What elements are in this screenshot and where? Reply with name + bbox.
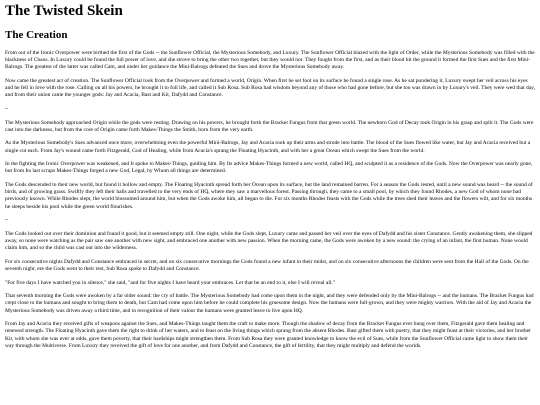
paragraph: The Gods looked out over their dominion and found it good, but it seemed empty still. One night, while the Gods slept, Luxury came and passed her veil over the eyes of Dafydd and his sister Constance. Gently awakening them, she slipped away, so none were watching as the pair saw one another with new sight, and embraced one another with new passion. When the morning came, the Gods were awoken by a new sound: the crying of an infant, the first human. None would claim him, and so the child was cast out into the wilderness. [5, 230, 533, 252]
paragraph: "For five days I have watched you in silence," she said, "and for five nights I have heard your embraces. Let that be an end to it, else I will reveal all." [5, 279, 336, 286]
section-heading: The Creation [5, 29, 68, 41]
page-title: The Twisted Skein [5, 3, 123, 19]
paragraph: The Gods descended to their new world, but found it hollow and empty. The Floating Hyacinth spread forth her Ocean upon its surface, but the land remained barren. For a season the Gods rested, until a new sound was heard -- the sound of birds, and of growing grass. Swiftly they left their halls and travelled to the very ends of HQ, where they saw a marvellous forest. Passing through, they came to a small pool, by which they found Rhodes, a new God of whom none had previously known. While Rhodes slept, the world blossomed around him, but when the Gods awoke him, all began to die. For six months Rhodes feasts with the Gods while the trees shed their leaves and the flowers wilt, and for six months he sleeps beside his pool while the green world flourishes. [5, 181, 533, 210]
section-divider: ~ [5, 106, 8, 112]
paragraph: From Jay and Acacia they received gifts of weapons against the Sues, and Makes-Things taught them the craft to make more. Though the shadow of decay from the Bracket Fungus ever hung over them, Fitzgerald gave them healing and renewed strength. The Floating Hyacinth gave them the right to drink of her waters, and to feast on the living things which sprang from the absent Rhodes. Bast gifted them with poetry, that they might feast at their victories, and her brother Kit, with whom she was ever at odds, gave them poverty, that their hardships might strengthen them. From Sub Rosa they were granted knowledge to know the evil of Sues, while from the Sunflower Official came light to show them their way through the Multiverse. From Luxury they received the gift of love for one another, and from Dafydd and Constance, the gift of fertility, that they might multiply and defend the worlds. [5, 321, 531, 349]
article-body [5, 50, 536, 350]
paragraph: As the Mysterious Somebody's Sues advanced once more, overwhelming even the powerful Mini-Balrogs, Jay and Acacia took up their arms and strode into battle. The blood of the Sues flowed like water, but Jay and Acacia received but a single cut each. From Jay's wound came forth Fitzgerald, God of Healing, while from Acacia's sprang the Floating Hyacinth, and with her a great Ocean which swept the Sues from the world. [5, 140, 531, 154]
section-divider: ~ [5, 217, 8, 224]
paragraph: From out of the Ironic Overpower were birthed the first of the Gods -- the Sunflower Official, the Mysterious Somebody, and Luxury. The Sunflower Official blazed with the light of Order, while the Mysterious Somebody was filled with the blackness of Chaos. In Luxury could be found the full power of love, and she strove to bring the other two together, but they would not. They fought from the first, and as their blood hit the ground it formed the first Sues and the first Mini-Balrogs. The greatest of the latter was called Cam, and under her guidance the Mini-Balrogs defeated the Sues and drove the Mysterious Somebody away. [5, 50, 535, 71]
paragraph: The Mysterious Somebody approached Origin while the gods were resting. Drawing on his powers, he brought forth the Bracket Fungus from that green world. The newborn God of Decay took Origin in his grasp and split it. The Gods were cast into the darkness, but from the core of Origin came forth Makes-Things the Smith, born from the very earth. [5, 119, 534, 133]
paragraph: Now came the greatest act of creation. The Sunflower Official took from the Overpower and formed a world, Origin. When first he set foot on its surface he found a single rose. As he sat pondering it, Luxury swept her veil across his eyes and he fell in love with the rose. Calling on all his powers, he brought it to full life, and called it Sub Rosa. Sub Rosa had wisdom beyond any of those who had gone before, but she too was drawn in by Luxury's veil. They were wed that day, and from their union came the younger gods: Jay and Acacia, Bast and Kit, Dafydd and Constance. [5, 78, 535, 99]
paragraph: For six consecutive nights Dafydd and Constance embraced in secret, and on six consecutive mornings the Gods found a new infant in their midst, and on six consecutive afternoons the children were sent from the Hall of the Gods. On the seventh night, ere the Gods went to their rest, Sub Rosa spoke to Dafydd and Constance. [5, 258, 529, 272]
paragraph: In the fighting the Ironic Overpower was weakened, and It spoke to Makes-Things, guiding him. By Its advice Makes-Things formed a new world, called HQ, and sculpted it as a residence of the Gods. Now the Overpower was nearly gone, but from Its last scraps Makes-Things forged a new God, Legal, by Whom all things are determined. [5, 161, 533, 175]
paragraph: That seventh morning the Gods were awoken by a far older sound: the cry of battle. The Mysterious Somebody had come upon them in the night, and they were defended only by the Mini-Balrogs -- and the humans. The Bracket Fungus had crept close to the humans and sought to bring them to death, but Cam had come upon him before he could complete his gruesome design. Now the humans were full-grown, and they were mighty warriors. With the aid of Jay and Acacia the Mysterious Somebody was driven away a third time, and in recognition of their valour the humans were granted leave to live upon HQ. [5, 293, 534, 314]
